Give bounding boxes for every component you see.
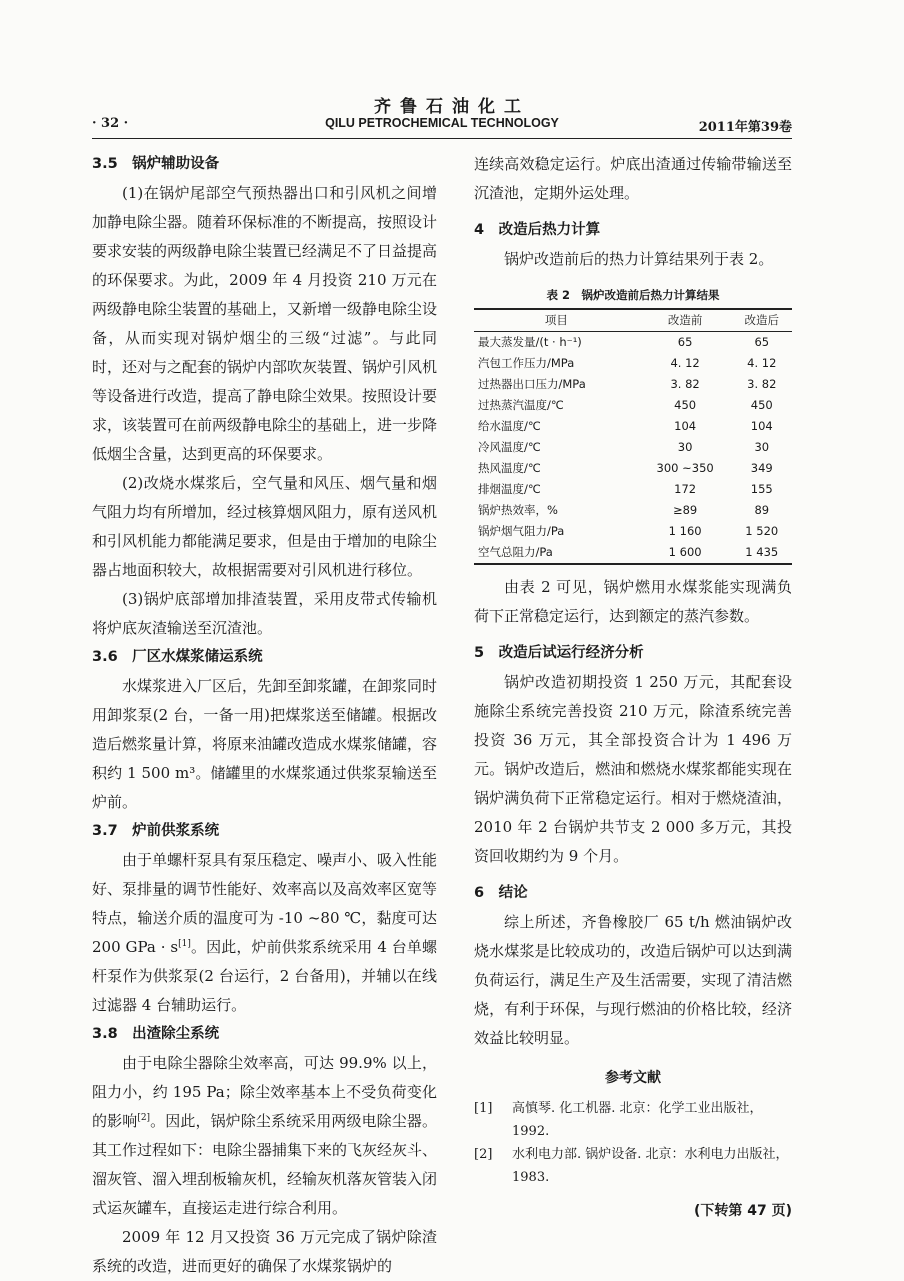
paragraph: (2)改烧水煤浆后，空气量和风压、烟气量和烟气阻力均有所增加，经过核算烟风阻力，原有送风机和引风机能力都能满足要求，但是由于增加的电除尘器占地面积较大，故根据需要对引风机进行移位。 [92, 474, 438, 579]
section-4-heading: 4 改造后热力计算 [474, 222, 601, 238]
table-cell: 3. 82 [670, 377, 700, 391]
journal-title-cn: 齐鲁石油化工 [374, 97, 530, 117]
table-cell: 3. 82 [747, 377, 777, 391]
references-heading: 参考文献 [605, 1070, 661, 1086]
table-cell: 锅炉烟气阻力/Pa [478, 524, 565, 538]
table-cell: 172 [674, 482, 697, 496]
reference-item [474, 1097, 792, 1143]
table-cell: 排烟温度/℃ [478, 482, 541, 496]
table-header-row [474, 309, 792, 332]
paragraph-text: 。因此，锅炉除尘系统采用两级电除尘器。其工作过程如下：电除尘器捕集下来的飞灰经灰斗、溜灰管、溜入埋刮板输灰机，经输灰机落灰管装入闭式运灰罐车，直接运走进行综合利用。 [92, 1112, 438, 1217]
table-cell: 4. 12 [747, 356, 777, 370]
table-row [474, 479, 792, 500]
table-header-cell: 改造前 [639, 309, 732, 332]
reference-text: 水利电力部. 锅炉设备. 北京：水利电力出版社，1983. [512, 1147, 789, 1185]
section-3-7-heading: 3.7 炉前供浆系统 [92, 823, 220, 839]
reference-number: [2] [474, 1147, 493, 1162]
issue-label: 2011年第39卷 [698, 120, 792, 135]
table-cell: 最大蒸发量/(t · h⁻¹) [478, 335, 582, 349]
paragraph: 由表 2 可见，锅炉燃用水煤浆能实现满负荷下正常稳定运行，达到额定的蒸汽参数。 [474, 578, 792, 625]
section-5-heading: 5 改造后试运行经济分析 [474, 645, 644, 661]
table-cell: 155 [750, 482, 773, 496]
table-row [474, 500, 792, 521]
table-cell: 300 ~350 [656, 461, 714, 475]
paragraph [92, 1049, 437, 1223]
paragraph: (1)在锅炉尾部空气预热器出口和引风机之间增加静电除尘器。随着环保标准的不断提高，按照设计要求安装的两级静电除尘装置已经满足不了日益提高的环保要求。为此，2009 年 4 月投资 210 万元在两级静电除尘装置的基础上，又新增一级静电除尘设备，从而实现对锅炉烟尘的三级“过滤”。与此同时，还对与之配套的锅炉内部吹灰装置、锅炉引风机等设备进行改造，提高了静电除尘效果。按照设计要求，该装置可在前两级静电除尘的基础上，进一步降低烟尘含量，达到更高的环保要求。 [92, 184, 438, 463]
paragraph-text: 由于电除尘器除尘效率高，可达 99.9% 以上，阻力小，约 195 Pa；除尘效率基本上不受负荷变化的影响 [92, 1054, 437, 1130]
table-cell: 锅炉热效率，% [478, 503, 558, 517]
table-cell: 1 520 [745, 524, 779, 538]
table-cell: 89 [754, 503, 770, 517]
table-cell: 65 [677, 335, 693, 349]
reference-number: [1] [474, 1101, 493, 1116]
header-rule [92, 138, 792, 139]
paragraph-text: 由于单螺杆泵具有泵压稳定、噪声小、吸入性能好、泵排量的调节性能好、效率高以及高效率区宽等特点，输送介质的温度可为 -10 ~80 ℃，黏度可达 200 GPa · s [92, 851, 438, 956]
journal-title-en: QILU PETROCHEMICAL TECHNOLOGY [325, 116, 559, 130]
table-body [474, 332, 792, 565]
paragraph [92, 846, 437, 1020]
table-row [474, 542, 792, 564]
paragraph: 连续高效稳定运行。炉底出渣通过传输带输送至沉渣池，定期外运处理。 [474, 155, 792, 202]
reference-item [474, 1143, 792, 1189]
table-cell: 汽包工作压力/MPa [478, 356, 575, 370]
table-cell: 30 [677, 440, 693, 454]
table-cell: 4. 12 [670, 356, 700, 370]
table-title: 表 2 锅炉改造前后热力计算结果 [546, 288, 720, 302]
section-6-heading: 6 结论 [474, 885, 528, 901]
reference-text: 高慎琴. 化工机器. 北京：化学工业出版社，1992. [512, 1101, 763, 1139]
table-row [474, 416, 792, 437]
table-cell: ≥89 [672, 503, 698, 517]
table-cell: 热风温度/℃ [478, 461, 541, 475]
table-row [474, 458, 792, 479]
paragraph: 锅炉改造前后的热力计算结果列于表 2。 [504, 250, 774, 268]
table-cell: 104 [750, 419, 773, 433]
table-cell: 450 [750, 398, 773, 412]
table-row [474, 437, 792, 458]
table-cell: 给水温度/℃ [478, 419, 541, 433]
table-cell: 450 [674, 398, 697, 412]
paragraph: 锅炉改造初期投资 1 250 万元，其配套设施除尘系统完善投资 210 万元，除渣系统完善投资 36 万元，其全部投资合计为 1 496 万元。锅炉改造后，燃油和燃烧水煤浆都能实现在锅炉满负荷下正常稳定运行。相对于燃烧渣油，2010 年 2 台锅炉共节支 2 000 多万元，其投资回收期约为 9 个月。 [474, 673, 792, 865]
section-3-5-heading: 3.5 锅炉辅助设备 [92, 156, 220, 172]
table-cell: 1 160 [668, 524, 702, 538]
paragraph: 水煤浆进入厂区后，先卸至卸浆罐，在卸浆同时用卸浆泵(2 台，一备一用)把煤浆送至储罐。根据改造后燃浆量计算，将原来油罐改造成水煤浆储罐，容积约 1 500 m³。储罐里的水煤浆通过供浆泵输送至炉前。 [92, 677, 438, 811]
page-number: · 32 · [92, 116, 129, 131]
paragraph-text: 。因此，炉前供浆系统采用 4 台单螺杆泵作为供浆泵(2 台运行，2 台备用)，并辅以在线过滤器 4 台辅助运行。 [92, 938, 437, 1014]
table-header-cell: 项目 [474, 309, 639, 332]
paragraph: (3)锅炉底部增加排渣装置，采用皮带式传输机将炉底灰渣输送至沉渣池。 [92, 590, 437, 637]
continued-note: (下转第 47 页) [693, 1203, 792, 1219]
table-cell: 104 [674, 419, 697, 433]
table-cell: 349 [750, 461, 773, 475]
table-cell: 空气总阻力/Pa [474, 542, 639, 564]
section-3-6-heading: 3.6 厂区水煤浆储运系统 [92, 649, 263, 665]
table-row [474, 332, 792, 354]
table-cell: 1 435 [732, 542, 792, 564]
table-cell: 冷风温度/℃ [478, 440, 541, 454]
thermal-table [474, 308, 792, 565]
table-cell: 65 [754, 335, 770, 349]
table-row [474, 395, 792, 416]
paragraph: 2009 年 12 月又投资 36 万元完成了锅炉除渣系统的改造，进而更好的确保了水煤浆锅炉的 [92, 1228, 437, 1275]
table-row [474, 353, 792, 374]
right-column [474, 150, 792, 1226]
table-row [474, 374, 792, 395]
section-3-8-heading: 3.8 出渣除尘系统 [92, 1026, 220, 1042]
table-row [474, 521, 792, 542]
left-column [92, 150, 437, 1281]
table-cell: 过热蒸汽温度/℃ [478, 398, 564, 412]
table-header-cell: 改造后 [732, 309, 792, 332]
table-cell: 30 [754, 440, 770, 454]
citation-ref: [1] [178, 939, 191, 949]
citation-ref: [2] [137, 1113, 151, 1123]
table-cell: 1 600 [639, 542, 732, 564]
paragraph: 综上所述，齐鲁橡胶厂 65 t/h 燃油锅炉改烧水煤浆是比较成功的，改造后锅炉可以达到满负荷运行，满足生产及生活需要，实现了清洁燃烧，有利于环保，与现行燃油的价格比较，经济效益比较明显。 [474, 913, 792, 1047]
table-cell: 过热器出口压力/MPa [478, 377, 586, 391]
